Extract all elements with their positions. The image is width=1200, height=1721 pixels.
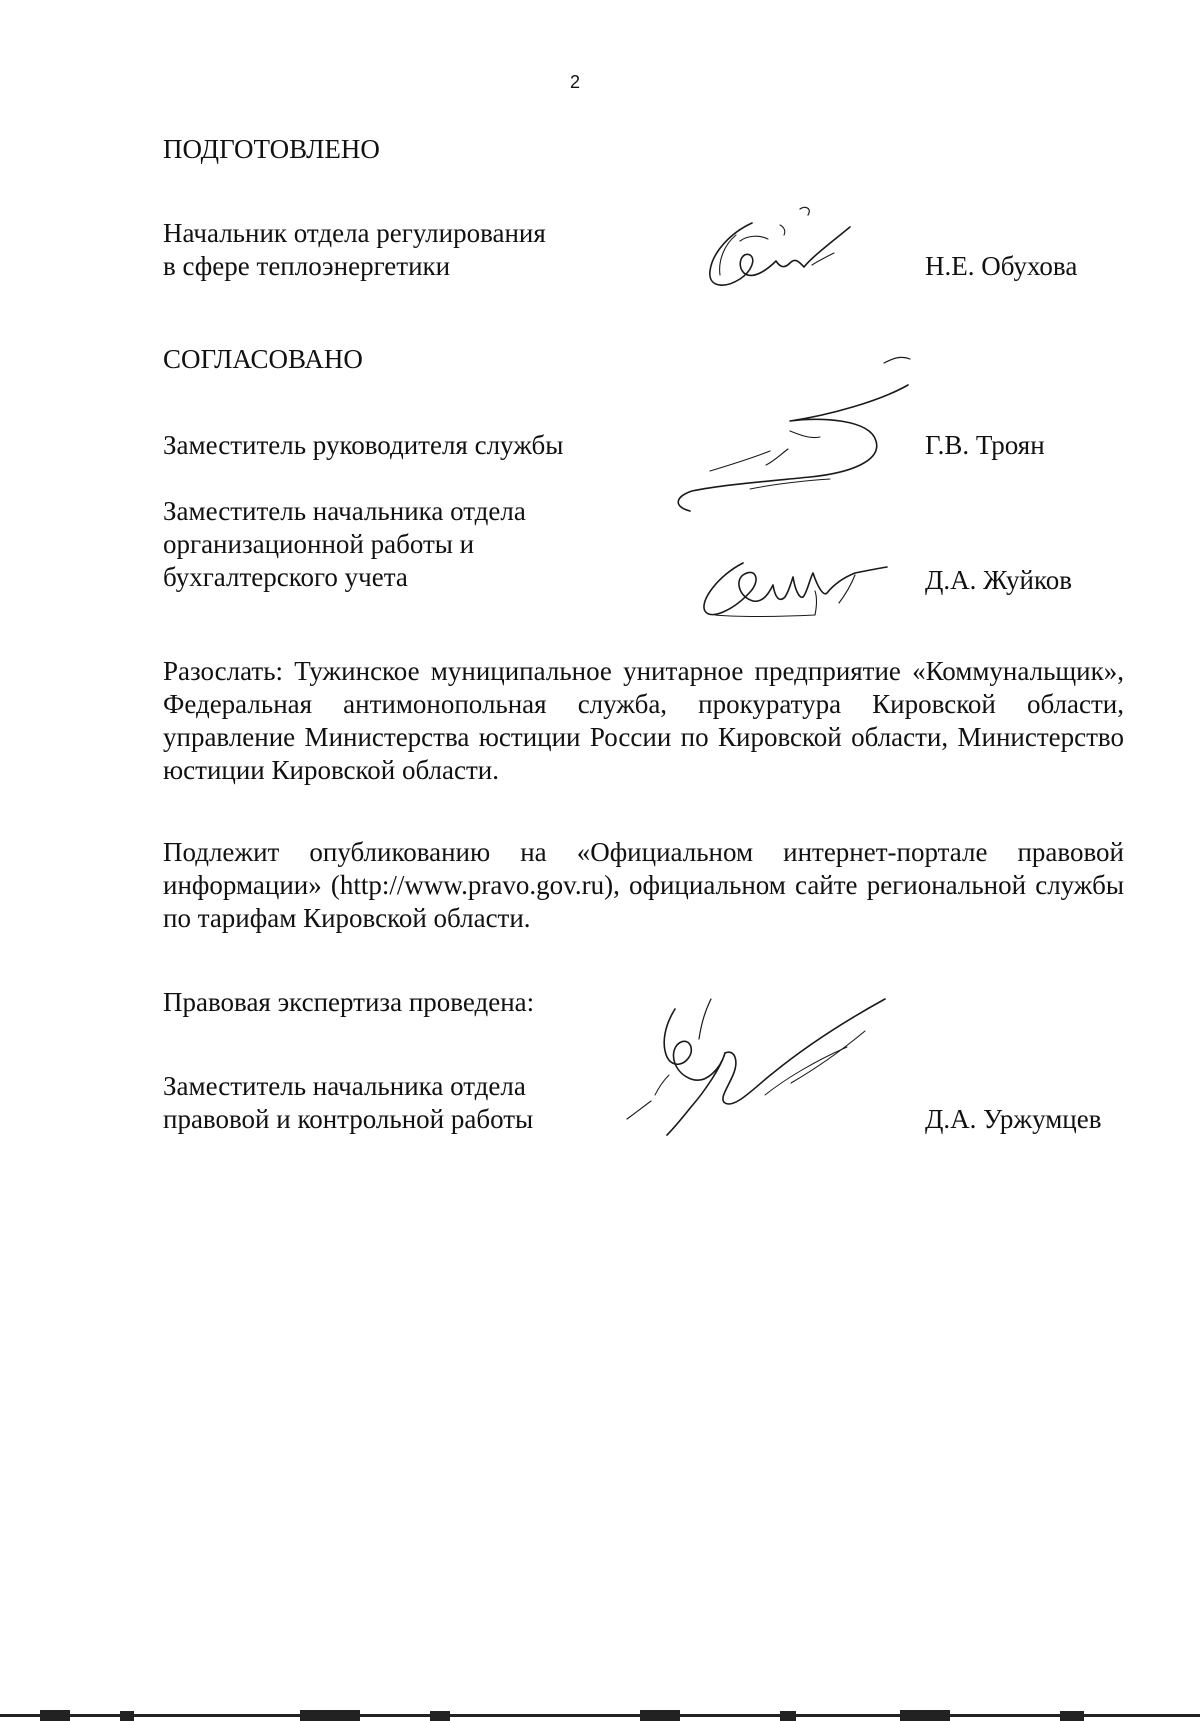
signature-troyan [670, 355, 920, 525]
agreed-signer2-name: Д.А. Жуйков [925, 565, 1072, 595]
distribution-paragraph: Разослать: Тужинское муниципальное унитарное предприятие «Коммунальщик», Федеральная антимонопольная служба, прокуратура Кировской области, управление Министерства юстиции России по Кировской области, Министерство юстиции Кировской области. [163, 656, 1124, 785]
agreed-signer1-name: Г.В. Троян [925, 430, 1045, 460]
agreed-heading: СОГЛАСОВАНО [163, 344, 363, 374]
prepared-heading: ПОДГОТОВЛЕНО [163, 134, 380, 164]
prepared-position-line1: Начальник отдела регулирования [163, 218, 546, 248]
prepared-signer-name: Н.Е. Обухова [925, 251, 1078, 281]
agreed-signer2-position-line1: Заместитель начальника отдела [163, 496, 526, 526]
signature-obukhova [700, 205, 870, 295]
scan-edge-bar [0, 1710, 1200, 1721]
publication-paragraph: Подлежит опубликованию на «Официальном интернет-портале правовой информации» (http://www.pravo.gov.ru), официальном сайте региональной службы по тарифам Кировской области. [163, 837, 1124, 933]
agreed-signer2-position-line2: организационной работы и [163, 529, 475, 559]
agreed-signer1-position: Заместитель руководителя службы [163, 430, 564, 460]
signature-zhuykov [695, 545, 895, 625]
agreed-signer2-position-line3: бухгалтерского учета [163, 562, 408, 592]
page-number: 2 [569, 72, 580, 92]
prepared-position-line2: в сфере теплоэнергетики [163, 251, 451, 281]
legal-review-position-line1: Заместитель начальника отдела [163, 1071, 526, 1101]
signature-urzhumtsev [615, 995, 895, 1145]
legal-review-signer-name: Д.А. Уржумцев [925, 1104, 1102, 1134]
legal-review-position-line2: правовой и контрольной работы [163, 1104, 534, 1134]
legal-review-heading: Правовая экспертиза проведена: [163, 987, 535, 1017]
